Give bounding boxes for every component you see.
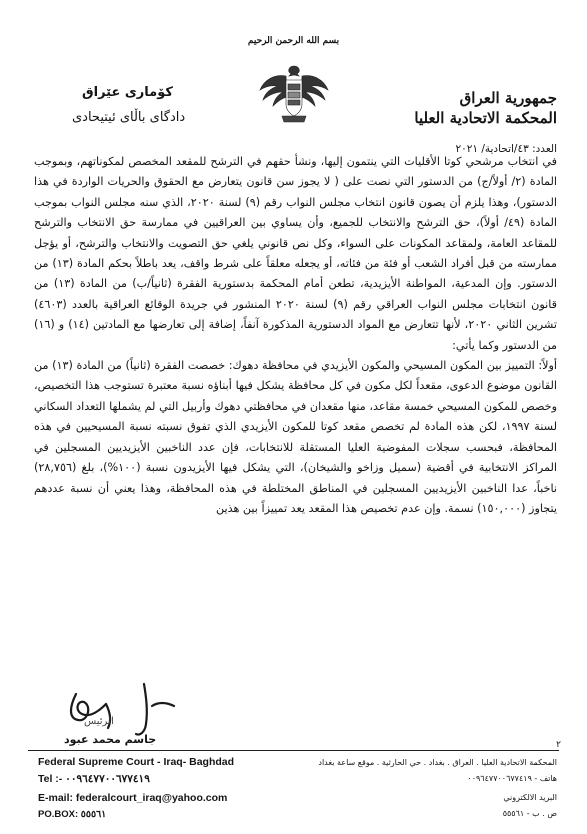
arabic-court-heading: المحكمة الاتحادية العليا	[414, 109, 557, 127]
signatory-name: جاسم محمد عبود	[64, 733, 157, 746]
footer-pobox-ar: ص . ب - ٥٥٥٦١	[502, 809, 557, 818]
footer-address-ar: المحكمة الاتحادية العليا . العراق . بغداد . حي الحارثية . موقع ساعة بغداد	[318, 758, 557, 767]
footer-phone-ar: هاتف - ٠٠٩٦٤٧٧٠٠٦٧٧٤١٩	[467, 774, 557, 783]
reference-number: العدد: ٤٣/اتحادية/ ٢٠٢١	[455, 143, 557, 155]
footer-email-en: E-mail: federalcourt_iraq@yahoo.com	[38, 792, 228, 804]
eagle-emblem-icon	[256, 60, 332, 126]
kurdish-court-heading: دادگای باڵای ئیتیحادی	[72, 110, 186, 125]
footer-email-label-ar: البريد الالكتروني	[503, 793, 557, 802]
page-number: ٢	[556, 740, 561, 750]
basmala: بسم الله الرحمن الرحيم	[247, 36, 340, 46]
footer-pobox-en: PO.BOX: ٥٥٥٦١	[38, 809, 107, 820]
kurdish-country-heading: كۆماری عێراق	[82, 85, 173, 100]
footer-telephone-en: Tel :- ٠٠٩٦٤٧٧٠٠٦٧٧٤١٩	[38, 773, 150, 785]
signature-title: الرئيس	[84, 716, 114, 727]
arabic-country-heading: جمهورية العراق	[459, 89, 557, 107]
footer-divider	[28, 750, 559, 751]
footer-court-name-en: Federal Supreme Court - Iraq- Baghdad	[38, 756, 235, 768]
body-paragraph: في انتخاب مرشحي كوتا الأقليات التي ينتمون إليها، ونشأ حقهم في الترشح للمقعد المخصص لمكوناتهم، وبموجب المادة (٢/ أولاً/ج) من الدستور التي نصت على ( لا يجوز سن قانون يتعارض مع الحقوق والحريات الواردة في هذا الدستور)، وهذا يلزم أن يصون قانون انتخاب مجلس النواب رقم (٩) لسنة ٢٠٢٠، الذي سنه مجلس النواب بموجب المادة (٤٩/ أولاً)، حق الترشح والانتخاب للجميع، وأن يساوي بين العراقيين في ممارسة حق الانتخاب والترشح للمقاعد العامة، ولمقاعد المكونات على السواء، وكل نص قانوني يلغي حق التصويت والانتخاب والترشح، أو يؤجل ممارسته من قبل أفراد الشعب أو فئة من فئاته، أو يجعله معلقاً على شرط واقف، يعد باطلاً بحكم المادة (١٣) من الدستور. وإن المدعية، المواطنة الأيزيدية، تطعن أمام المحكمة بدستورية الفقرة (ثانياً/ب) من المادة (١٣) من قانون انتخابات مجلس النواب العراقي رقم (٩) لسنة ٢٠٢٠ المنشور في جريدة الوقائع العراقية بالعدد (٤٦٠٣) تشرين الثاني ٢٠٢٠، لأنها تتعارض مع المواد الدستورية المذكورة آنفاً، إضافة إلى تعارضها مع المادتين (١٤) و (١٦) من الدستور وكما يأتي: أولاً: التمييز بين المكون المسيحي والمكون الأيزيدي في محافظة دهوك: خصصت الفقرة (ثانياً) من المادة (١٣) من القانون موضوع الدعوى، مقعداً لكل مكون في كل محافظة يشكل فيها أبناؤه نسبة معتبرة تستوجب هذا التخصيص، وخصص للمكون المسيحي خمسة مقاعد، منها مقعدان في محافظتي دهوك وأربيل التي لم يشملها التعداد السكاني لسنة ١٩٩٧، لكن هذه المادة لم تخصص مقعد كوتا للمكون الأيزيدي الذي تفوق نسبته نسبة المسيحيين في هذه المحافظة، فبحسب سجلات المفوضية العليا المستقلة للانتخابات، فإن عدد الناخبين الأيزيديين المسجلين في المراكز الانتخابية في أقضية (سميل وزاخو والشيخان)، التي يشكل فيها الأيزيدون نسبة (١٠٠%)، بلغ (٢٨,٧٥٦) ناخباً، عدا الناخبين الأيزيديين المسجلين في المناطق المختلطة في هذه المحافظة، وهذا يعني أن نسبة عددهم يتجاوز (١٥٠,٠٠٠) نسمة. وإن عدم تخصيص هذا المقعد يعد تمييزاً بين هذين	[34, 155, 557, 515]
